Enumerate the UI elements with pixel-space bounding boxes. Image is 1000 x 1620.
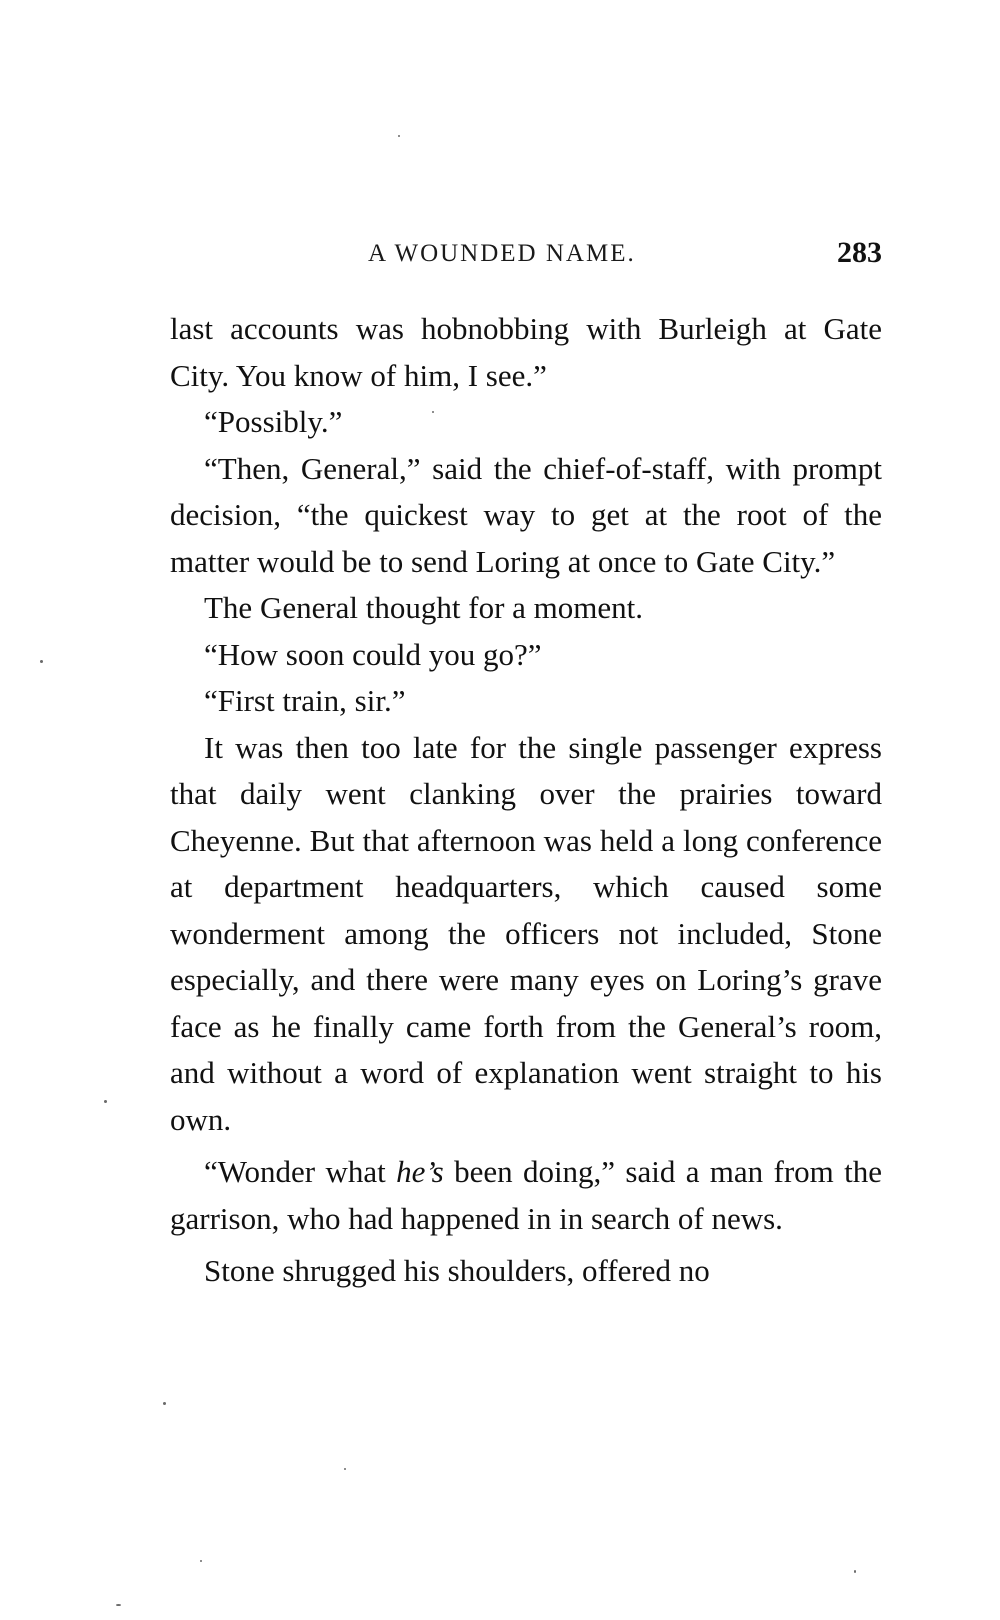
paragraph — [170, 1248, 882, 1295]
paragraph — [170, 446, 882, 586]
print-speck — [200, 1560, 202, 1562]
paragraph-text: Stone shrugged his shoulders, offered no — [204, 1253, 710, 1288]
page-number: 283 — [837, 236, 882, 269]
paragraph — [170, 585, 882, 632]
print-speck — [40, 660, 43, 663]
print-speck — [104, 1100, 107, 1103]
paragraph — [170, 725, 882, 1144]
paragraph-text: It was then too late for the single passenger express that daily went clanking over the prairies toward Cheyenne. But that afternoon was held a long conference at department headquarters, which caused some wonderment among the officers not included, Stone especially, and there were many eyes on Loring’s grave face as he finally came forth from the General’s room, and without a word of explanation went straight to his own. — [170, 729, 882, 1137]
print-speck — [854, 1570, 856, 1573]
paragraph-text: “How soon could you go?” — [204, 636, 542, 672]
paragraph — [170, 678, 882, 725]
paragraph — [170, 1149, 882, 1242]
paragraph — [170, 399, 882, 446]
print-speck — [398, 135, 400, 137]
running-title: A WOUNDED NAME. — [368, 240, 636, 267]
print-speck — [432, 411, 434, 413]
paragraph-text: “Possibly.” — [204, 404, 343, 439]
paragraph-text: last accounts was hobnobbing with Burleigh at Gate City. You know of him, I see.” — [170, 311, 882, 393]
running-head — [170, 232, 882, 272]
print-speck — [116, 1604, 121, 1606]
paragraph-continued — [170, 306, 882, 399]
print-speck — [163, 1402, 166, 1405]
paragraph-text: The General thought for a moment. — [204, 590, 644, 625]
paragraph-text: “First train, sir.” — [204, 683, 406, 718]
paragraph-text: “Wonder what — [204, 1154, 397, 1189]
paragraph — [170, 632, 882, 679]
paragraph-text: been doing,” said a man from the garrison, who had happened in in search of news. — [170, 1154, 882, 1236]
print-speck — [344, 1468, 346, 1470]
italic-emphasis: he’s — [396, 1154, 444, 1189]
paragraph-text: “Then, General,” said the chief-of-staff, with prompt decision, “the quickest way to get at the root of the matter would be to send Loring at once to Gate City.” — [170, 450, 882, 579]
body-text — [170, 306, 882, 1295]
